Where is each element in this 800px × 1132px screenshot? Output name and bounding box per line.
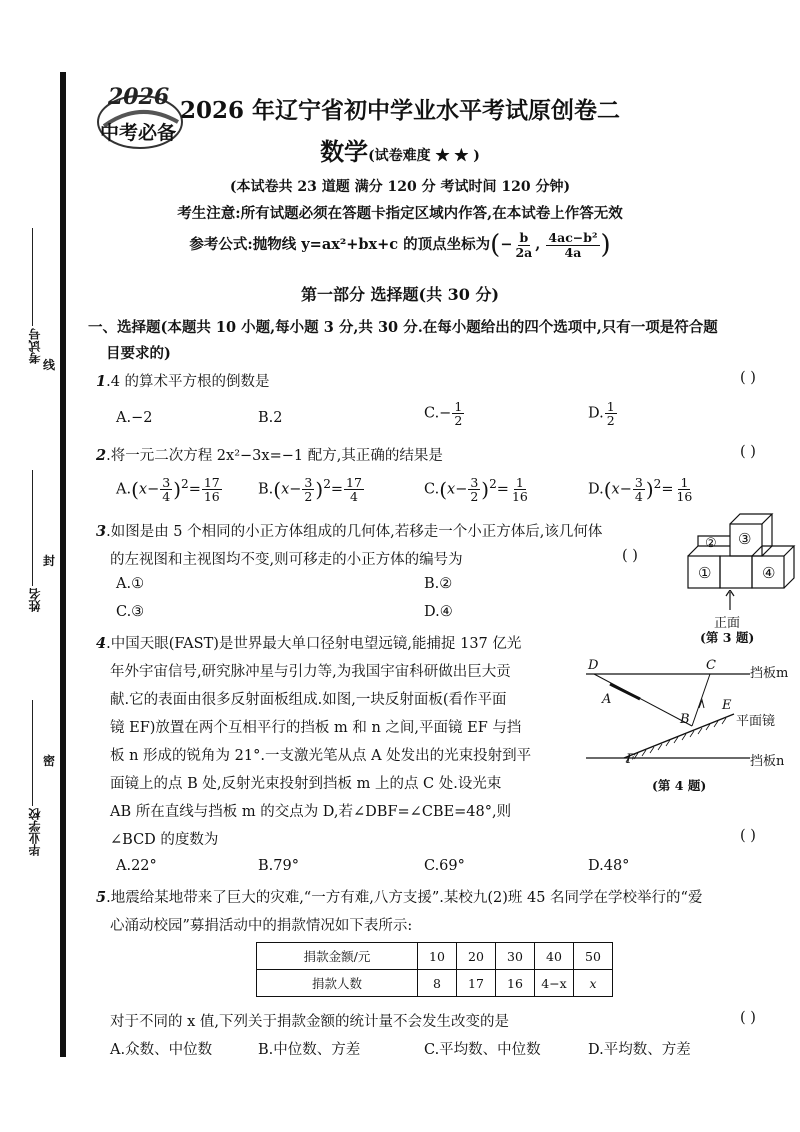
q4-line-2: 年外宇宙信号,研究脉冲星与引力等,为我国宇宙科研做出巨大贡: [110, 664, 511, 680]
q3-option-d: D.④: [424, 604, 453, 620]
front-label: 正面: [714, 616, 741, 631]
q4-line-4: 镜 EF)放置在两个互相平行的挡板 m 和 n 之间,平面镜 EF 与挡: [110, 720, 522, 736]
q4-line-3: 献.它的表面由很多反射面板组成.如图,一块反射面板(看作平面: [110, 692, 507, 708]
q4-line-7: AB 所在直线与挡板 m 的交点为 D,若∠DBF=∠CBE=48°,则: [110, 804, 512, 820]
q4-figure: [584, 656, 798, 776]
q4-line-8: ∠BCD 的度数为: [110, 832, 219, 848]
cube-4-label: ④: [762, 564, 776, 582]
q5-line-1: 5.地震给某地带来了巨大的灾难,“一方有难,八方支援”.某校九(2)班 45 名同学在学校举行的“爱: [96, 889, 703, 906]
table-row: [257, 970, 613, 997]
section-instruction-1: 一、选择题(本题共 10 小题,每小题 3 分,共 30 分.在每小题给出的四个选项中,只有一项是符合题: [88, 319, 718, 336]
exam-info: (本试卷共 23 道题 满分 120 分 考试时间 120 分钟): [229, 179, 571, 195]
formula-prefix: 参考公式:抛物线 y=ax²+bx+c 的顶点坐标为: [189, 236, 491, 253]
table-cell: 10: [418, 943, 457, 970]
mirror-label: 平面镜: [736, 714, 776, 729]
front-arrow-icon: [720, 590, 740, 612]
page-title: 2026 年辽宁省初中学业水平考试原创卷二: [179, 97, 621, 124]
exam-no-label: 考试号: [28, 328, 42, 364]
seal-text-line: 线: [43, 358, 56, 372]
school-label: 毕业学校: [28, 808, 42, 856]
table-cell: 20: [457, 943, 496, 970]
seal-text-seal: 封: [43, 554, 56, 568]
q5-option-b: B.中位数、方差: [258, 1042, 361, 1058]
table-cell: x: [574, 970, 613, 997]
q1-answer-paren: ( ): [740, 370, 756, 386]
table-header-amount: 捐款金额/元: [257, 943, 418, 970]
point-d: D: [588, 658, 599, 673]
cube-2-label: ②: [705, 536, 717, 551]
cube-1-label: ①: [698, 564, 712, 582]
q4-line-6: 面镜上的点 B 处,反射光束投射到挡板 m 上的点 C 处.设光束: [110, 776, 502, 792]
q3-figure: [680, 512, 800, 642]
q3-answer-paren: ( ): [622, 548, 638, 564]
q1-option-d: D. $\frac{1}{2}$: [588, 399, 615, 429]
difficulty: (试卷难度 ★ ★ ): [368, 148, 480, 164]
q1-option-b: B.2: [258, 410, 283, 426]
q2-option-d: D.(x− $\frac{3}{4}$ )$^2$= $\frac{1}{16}$: [588, 475, 693, 505]
exam-notice: 考生注意:所有试题必须在答题卡指定区域内作答,在本试卷上作答无效: [177, 205, 623, 222]
q3-option-b: B.②: [424, 576, 453, 592]
subject-line: [0, 132, 800, 167]
table-header-count: 捐款人数: [257, 970, 418, 997]
subject: 数学: [320, 137, 369, 166]
logo-year: 2026: [108, 84, 170, 110]
point-f: F: [626, 752, 636, 767]
table-cell: 16: [496, 970, 535, 997]
point-e: E: [722, 698, 732, 713]
table-cell: 4−x: [535, 970, 574, 997]
table-cell: 30: [496, 943, 535, 970]
q5-line-3: 对于不同的 x 值,下列关于捐款金额的统计量不会发生改变的是: [110, 1014, 510, 1030]
point-b: B: [680, 712, 690, 727]
q5-option-c: C.平均数、中位数: [424, 1042, 541, 1058]
donation-table: [256, 942, 613, 997]
part-title: 第一部分 选择题(共 30 分): [300, 285, 500, 304]
q4-caption: (第 4 题): [652, 778, 707, 793]
q1-stem: 1.4 的算术平方根的倒数是: [96, 373, 270, 390]
table-cell: 17: [457, 970, 496, 997]
baffle-n-label: 挡板n: [750, 754, 785, 769]
name-line: [32, 470, 33, 586]
q3-stem-2: 的左视图和主视图均不变,则可移走的小正方体的编号为: [110, 552, 463, 568]
name-label: 姓名: [28, 588, 42, 612]
table-cell: 50: [574, 943, 613, 970]
q2-answer-paren: ( ): [740, 444, 756, 460]
section-instruction-2: 目要求的): [106, 345, 171, 362]
table-cell: 8: [418, 970, 457, 997]
point-c: C: [706, 658, 716, 673]
q3-stem-1: 3.如图是由 5 个相同的小正方体组成的几何体,若移走一个小正方体后,该几何体: [96, 523, 603, 540]
logo-text: 中考必备: [100, 122, 177, 144]
q4-answer-paren: ( ): [740, 828, 756, 844]
seal-text-secret: 密: [43, 754, 56, 768]
q2-stem: 2.将一元二次方程 2x²−3x=−1 配方,其正确的结果是: [96, 447, 443, 464]
q5-line-2: 心涌动校园”募捐活动中的捐款情况如下表所示:: [110, 918, 413, 934]
q4-option-b: B.79°: [258, 858, 299, 874]
q4-option-a: A.22°: [116, 858, 157, 874]
q2-option-b: B.(x− $\frac{3}{2}$ )$^2$= $\frac{17}{4}$: [258, 475, 362, 505]
q2-option-a: A.(x− $\frac{3}{4}$ )$^2$= $\frac{17}{16}$: [116, 475, 220, 505]
table-cell: 40: [535, 943, 574, 970]
q3-caption: (第 3 题): [700, 630, 755, 645]
q4-line-5: 板 n 形成的锐角为 21°.一支激光笔从点 A 处发出的光束投射到平: [110, 748, 532, 764]
baffle-m-label: 挡板m: [750, 666, 789, 681]
point-a: A: [602, 692, 612, 707]
cube-3-label: ③: [738, 530, 752, 548]
school-line: [32, 700, 33, 806]
table-row: [257, 943, 613, 970]
q4-option-c: C.69°: [424, 858, 465, 874]
q5-option-d: D.平均数、方差: [588, 1042, 691, 1058]
q1-option-a: A.−2: [116, 410, 153, 426]
cube-drawing: [680, 512, 800, 612]
reference-formula: 参考公式:抛物线 y=ax²+bx+c 的顶点坐标为(− $\frac{b}{2a}$ , $\frac{\text{4ac−b²}}{4a}$ ): [189, 230, 611, 260]
q4-line-1: 4.中国天眼(FAST)是世界最大单口径射电望远镜,能捕捉 137 亿光: [96, 635, 522, 652]
q3-option-a: A.①: [116, 576, 145, 592]
q2-option-c: C.(x− $\frac{3}{2}$ )$^2$= $\frac{1}{16}$: [424, 475, 528, 505]
q5-answer-paren: ( ): [740, 1010, 756, 1026]
q5-option-a: A.众数、中位数: [110, 1042, 213, 1058]
q1-option-c: C.− $\frac{1}{2}$: [424, 399, 463, 429]
q4-option-d: D.48°: [588, 858, 630, 874]
q3-option-c: C.③: [116, 604, 145, 620]
